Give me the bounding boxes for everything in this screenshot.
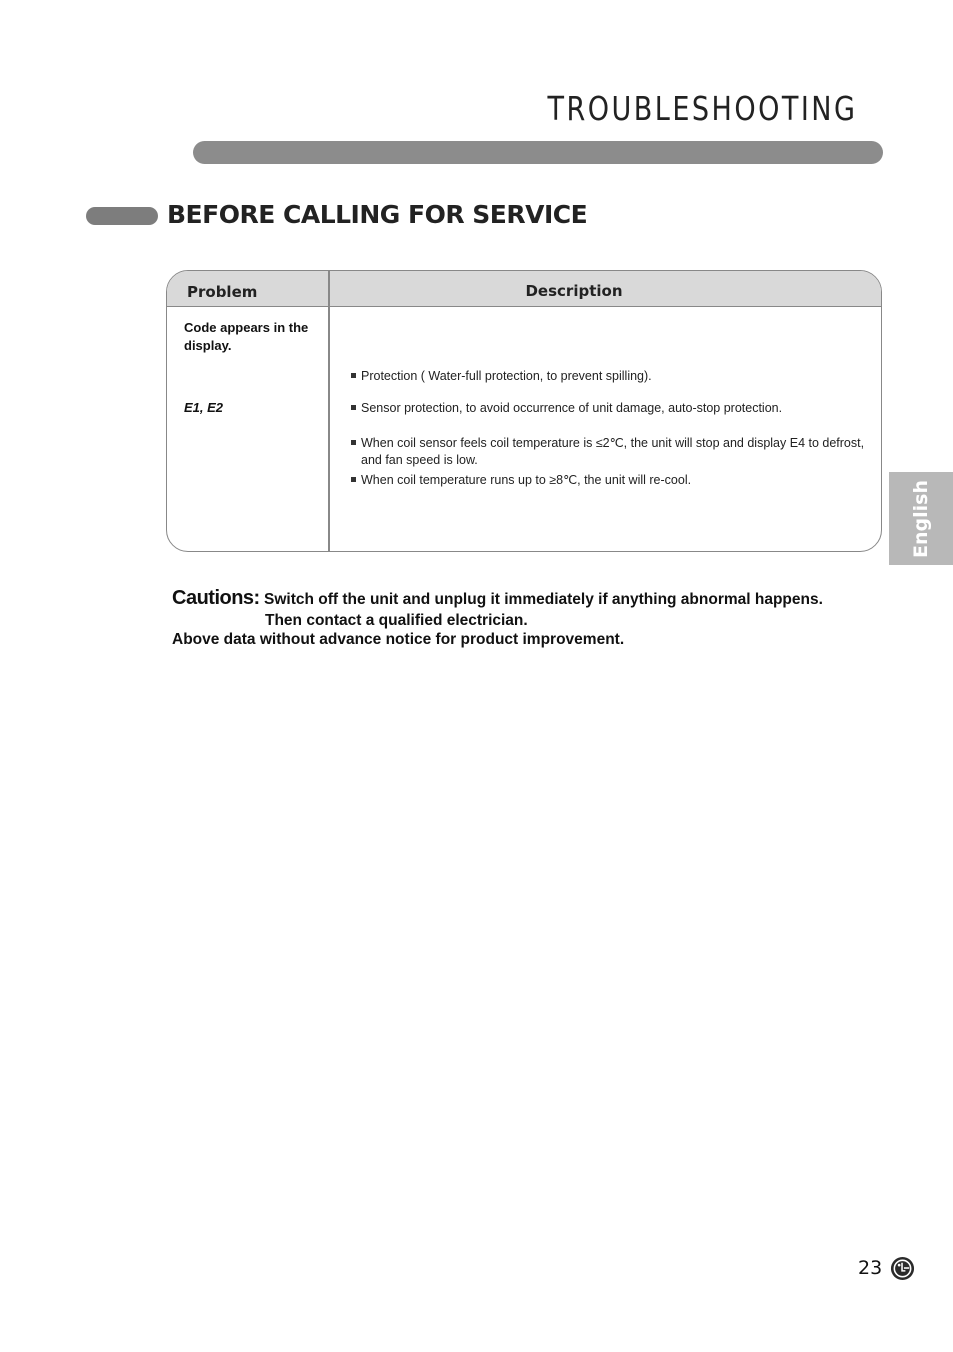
description-item-continuation: and fan speed is low. [361,453,478,467]
section-title: BEFORE CALLING FOR SERVICE [167,200,588,229]
cautions-text: Switch off the unit and unplug it immediately if anything abnormal happens. [264,591,823,608]
cautions-label: Cautions: [172,587,260,609]
description-item: Protection ( Water-full protection, to prevent spilling). [351,368,652,385]
troubleshooting-table [166,270,882,552]
header-bar [193,141,883,164]
description-item: Sensor protection, to avoid occurrence of unit damage, auto-stop protection. [351,400,782,417]
bullet-icon [351,405,356,410]
notice-text: Above data without advance notice for product improvement. [172,631,625,648]
table-header-row [167,271,881,307]
column-header-problem: Problem [187,283,258,301]
column-divider [328,271,330,551]
description-item: When coil sensor feels coil temperature is ≤2℃, the unit will stop and display E4 to defrost, [351,435,864,452]
page-number: 23 [858,1257,883,1279]
bullet-icon [351,477,356,482]
error-code: E1, E2 [184,400,224,415]
problem-text: Code appears in the display. [184,320,309,353]
column-header-description: Description [525,282,623,300]
language-tab-label: English [910,479,932,558]
bullet-icon [351,373,356,378]
cautions-line [172,588,823,610]
lg-logo-icon [890,1256,915,1281]
language-tab [889,472,953,565]
page-header-title: TROUBLESHOOTING [547,89,858,128]
cautions-text-continued: Then contact a qualified electrician. [265,612,528,629]
section-marker [86,207,158,225]
bullet-icon [351,440,356,445]
description-item: When coil temperature runs up to ≥8℃, the unit will re-cool. [351,472,691,489]
